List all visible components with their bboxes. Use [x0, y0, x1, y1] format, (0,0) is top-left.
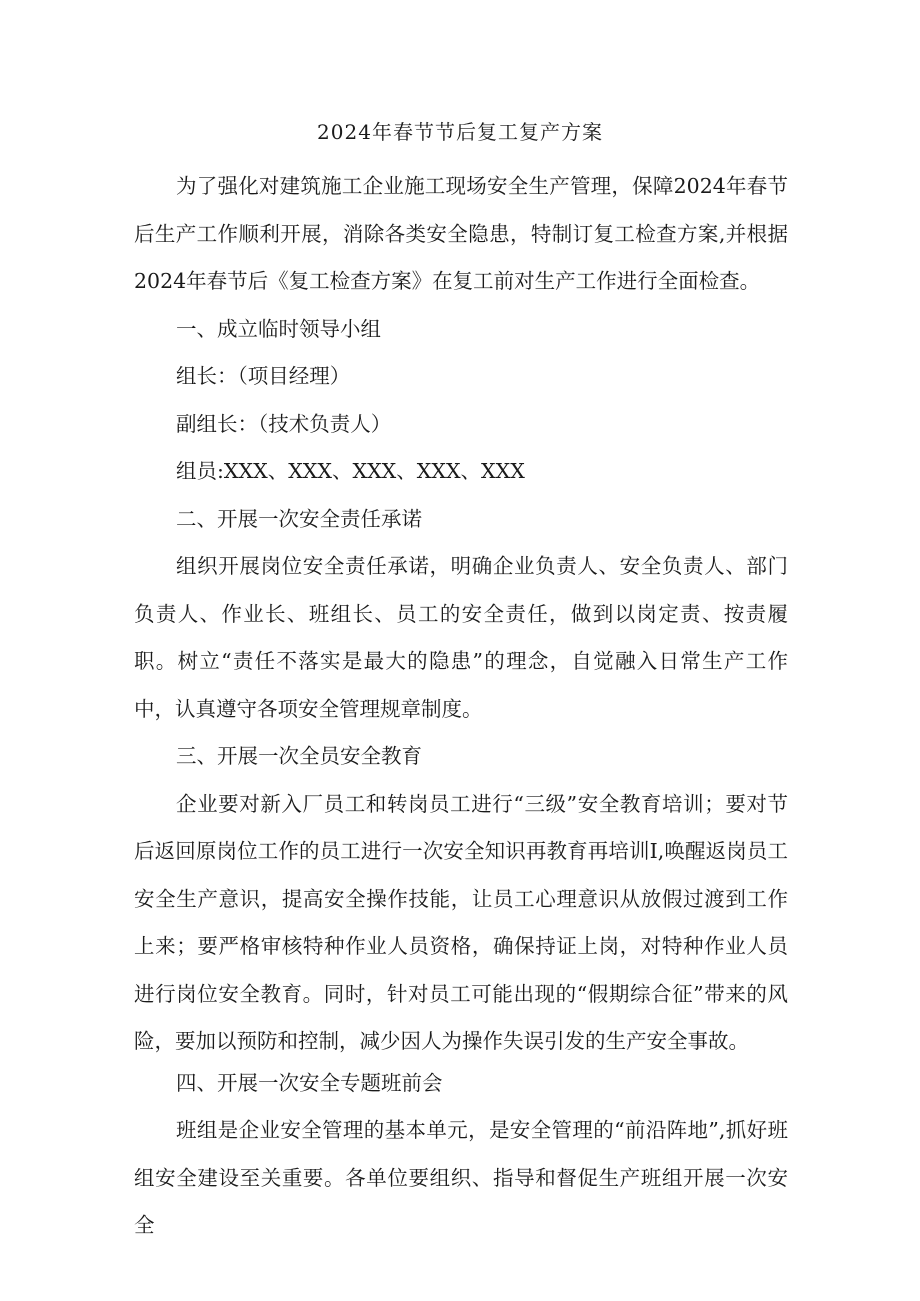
vice-leader-line: 副组长：（技术负责人）	[176, 411, 392, 436]
section4-heading: 四、开展一次安全专题班前会	[176, 1070, 443, 1095]
section4-paragraph: 班组是企业安全管理的基本单元，是安全管理的“前沿阵地”,抓好班组安全建设至关重要。各单位要组织、指导和督促生产班组开展一次安全	[134, 1118, 788, 1237]
members-line: 组员:XXX、XXX、XXX、XXX、XXX	[176, 459, 525, 483]
section2-paragraph: 组织开展岗位安全责任承诺，明确企业负责人、安全负责人、部门负责人、作业长、班组长、员工的安全责任，做到以岗定责、按责履职。树立“责任不落实是最大的隐患”的理念，自觉融入日常生产工作中，认真遵守各项安全管理规章制度。	[134, 554, 788, 721]
section3-paragraph: 企业要对新入厂员工和转岗员工进行“三级”安全教育培训；要对节后返回原岗位工作的员工进行一次安全知识再教育再培训I,唤醒返岗员工安全生产意识，提高安全操作技能，让员工心理意识从放假过渡到工作上来；要严格审核特种作业人员资格，确保持证上岗，对特种作业人员进行岗位安全教育。同时，针对员工可能出现的“假期综合征”带来的风险，要加以预防和控制，减少因人为操作失误引发的生产安全事故。	[134, 791, 788, 1053]
intro-paragraph: 为了强化对建筑施工企业施工现场安全生产管理，保障2024年春节后生产工作顺利开展，消除各类安全隐患，特制订复工检查方案,并根据2024年春节后《复工检查方案》在复工前对生产工作进行全面检查。	[134, 174, 788, 293]
section1-heading: 一、成立临时领导小组	[176, 316, 381, 341]
document-body	[134, 163, 788, 1250]
leader-line: 组长：（项目经理）	[176, 364, 351, 388]
section2-heading: 二、开展一次安全责任承诺	[176, 506, 422, 531]
document-title: 2024年春节节后复工复产方案	[317, 120, 603, 144]
section3-heading: 三、开展一次全员安全教育	[176, 744, 422, 768]
